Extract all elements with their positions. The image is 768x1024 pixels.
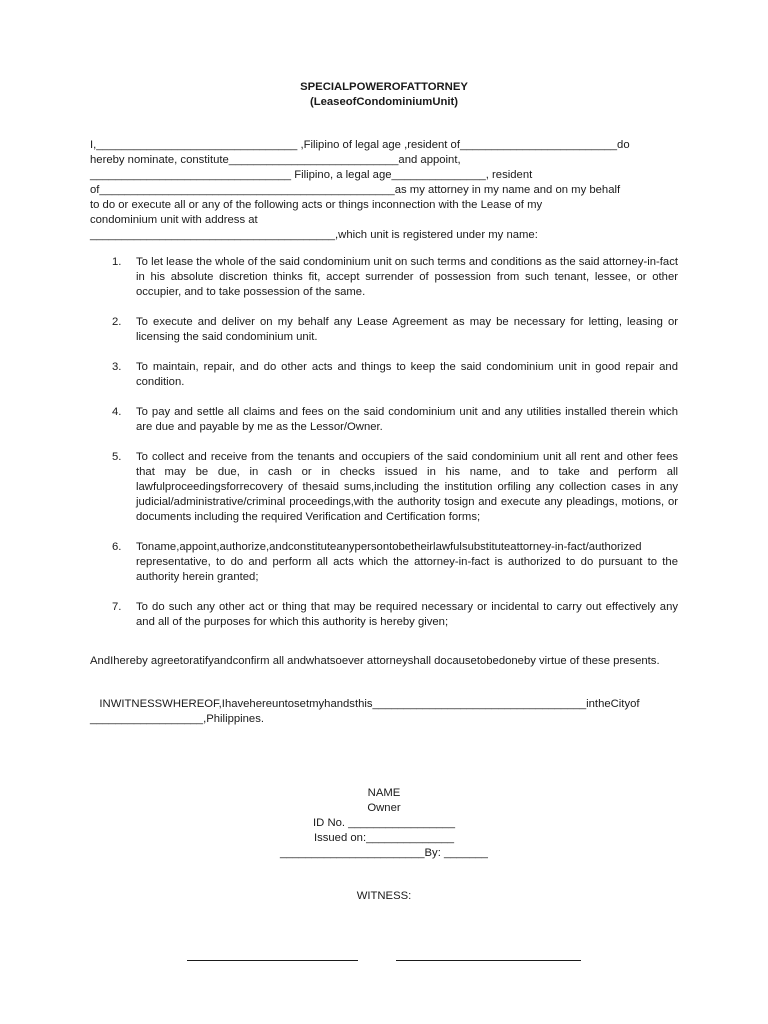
witness-signature-line-left <box>187 960 358 961</box>
signatory-role: Owner <box>367 802 401 814</box>
list-item-text: Toname,appoint,authorize,andconstituteanypersontobetheirlawfulsubstituteattorney-in-fact/authorized representative, to do and perform all acts which the attorney-in-fact is authorized to do pursuant to the authority herein granted; <box>136 541 678 583</box>
intro-line: _______________________________________,which unit is registered under my name: <box>90 229 538 241</box>
by-line: _______________________By: _______ <box>280 847 488 859</box>
in-witness-paragraph <box>90 697 690 727</box>
ratify-paragraph: AndIhereby agreetoratifyandconfirm all andwhatsoever attorneyshall docausetobedoneby virtue of these presents. <box>90 655 660 667</box>
list-item <box>90 600 678 630</box>
list-item-number: 5. <box>112 451 122 463</box>
intro-paragraph <box>90 138 678 243</box>
list-item-text: To collect and receive from the tenants and occupiers of the said condominium unit all rent and other fees that may be due, in cash or in checks issued in his name, and to take and perform all lawfulproceedingsforrecovery of thesaid sums,including the institution orfiling any collection cases in any judicial/administrative/criminal proceedings,with the authority tosign and execute any pleadings, motions, or documents including the required Verification and Certification forms; <box>136 451 678 523</box>
witness-label: WITNESS: <box>356 890 412 902</box>
intro-line: ________________________________ Filipino, a legal age_______________, resident <box>90 169 533 181</box>
issued-on-field: Issued on:______________ <box>313 832 455 844</box>
list-item <box>90 255 678 300</box>
document-title: SPECIALPOWEROFATTORNEY <box>300 81 468 93</box>
list-item-text: To do such any other act or thing that may be required necessary or incidental to carry out effectively any and all of the purposes for which this authority is hereby given; <box>136 601 678 628</box>
title-block <box>0 80 768 110</box>
list-item-number: 7. <box>112 601 122 613</box>
list-item-number: 1. <box>112 256 122 268</box>
id-number-field: ID No. _________________ <box>313 817 455 829</box>
list-item-text: To let lease the whole of the said condominium unit on such terms and conditions as the said attorney-in-fact in his absolute discretion thinks fit, accept surrender of possession from such tenant, lessee, or other occupier, and to take possession of the same. <box>136 256 678 298</box>
document-subtitle: (LeaseofCondominiumUnit) <box>309 96 459 108</box>
list-item-number: 4. <box>112 406 122 418</box>
list-item-text: To pay and settle all claims and fees on the said condominium unit and any utilities installed therein which are due and payable by me as the Lessor/Owner. <box>136 406 678 433</box>
powers-list <box>90 255 678 645</box>
witness-signature-line-right <box>396 960 581 961</box>
intro-line: hereby nominate, constitute___________________________and appoint, <box>90 154 461 166</box>
list-item <box>90 540 678 585</box>
intro-line: of_______________________________________________as my attorney in my name and on my behalf <box>90 184 621 196</box>
list-item-number: 2. <box>112 316 122 328</box>
list-item-text: To execute and deliver on my behalf any Lease Agreement as may be necessary for letting, leasing or licensing the said condominium unit. <box>136 316 678 343</box>
intro-line: condominium unit with address at <box>90 214 258 226</box>
list-item <box>90 360 678 390</box>
intro-line: to do or execute all or any of the following acts or things inconnection with the Lease of my <box>90 199 543 211</box>
signatory-name: NAME <box>367 787 401 799</box>
intro-line: I,________________________________ ,Filipino of legal age ,resident of_________________________do <box>90 139 630 151</box>
in-witness-line: INWITNESSWHEREOF,Ihavehereuntosetmyhandsthis__________________________________intheCityof <box>90 698 640 710</box>
list-item-number: 3. <box>112 361 122 373</box>
in-witness-line: __________________,Philippines. <box>90 713 265 725</box>
list-item <box>90 450 678 525</box>
list-item <box>90 405 678 435</box>
list-item <box>90 315 678 345</box>
list-item-text: To maintain, repair, and do other acts and things to keep the said condominium unit in good repair and condition. <box>136 361 678 388</box>
signature-block <box>0 786 768 861</box>
list-item-number: 6. <box>112 541 122 553</box>
